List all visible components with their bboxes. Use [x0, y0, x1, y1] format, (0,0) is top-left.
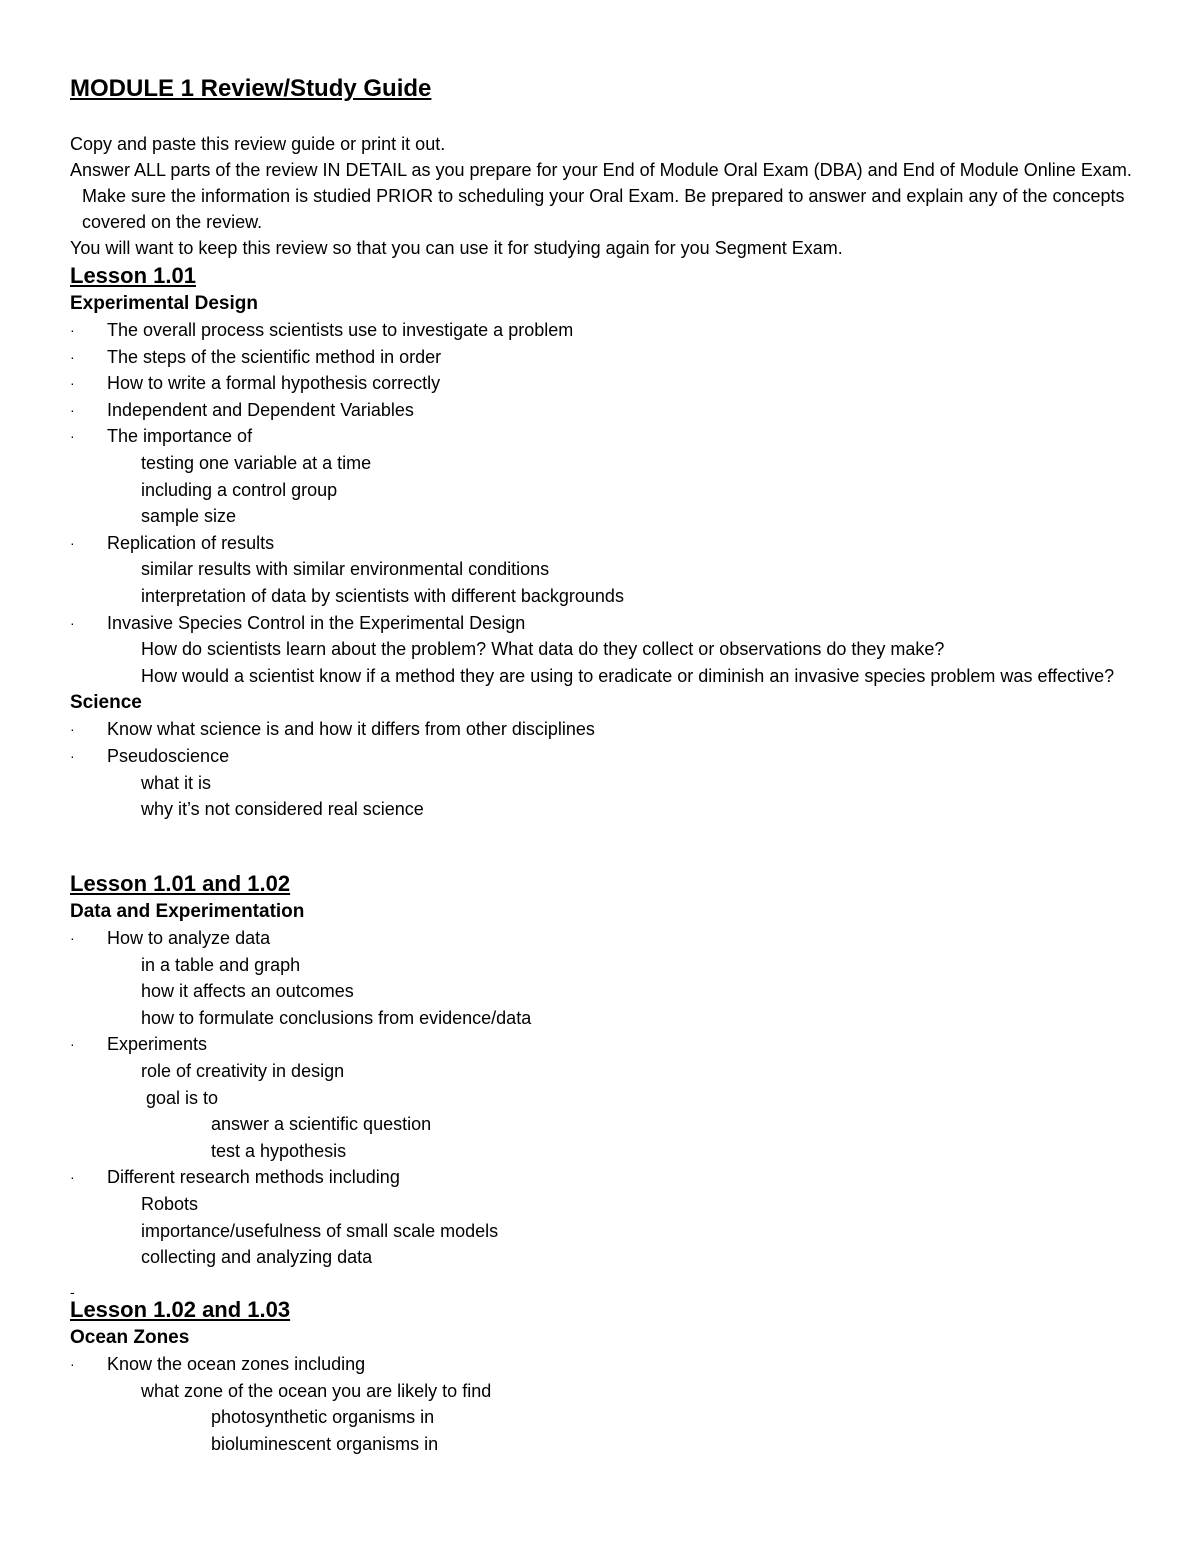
- sub-list-item: goal is to: [141, 1087, 219, 1108]
- sub-list-item: including a control group: [141, 479, 338, 500]
- bullet-icon: ·: [70, 614, 75, 631]
- intro-block: [70, 131, 1150, 261]
- bullet-icon: ·: [70, 401, 75, 418]
- sub-list-item: sample size: [141, 506, 237, 527]
- sub-list-item: How would a scientist know if a method they are using to eradicate or diminish an invasive species problem was effective?: [141, 665, 1115, 686]
- list-item: · How to write a formal hypothesis correctly: [70, 370, 1160, 397]
- section-lesson-1-01-and-1-02: [70, 870, 1160, 1271]
- sub-list-item: in a table and graph: [141, 954, 301, 975]
- lesson-heading: Lesson 1.02 and 1.03: [70, 1297, 291, 1322]
- sub-sub-list-item: photosynthetic organisms in: [211, 1407, 435, 1428]
- subheading: Science: [70, 692, 142, 714]
- list-item: · Pseudoscience: [70, 743, 1160, 770]
- sub-list-item: Robots: [141, 1193, 199, 1214]
- lesson-heading: Lesson 1.01: [70, 263, 196, 288]
- bullet-icon: ·: [70, 930, 75, 946]
- bullet-icon: ·: [70, 534, 75, 551]
- bullet-icon: ·: [70, 721, 75, 738]
- list-item: · Experiments: [70, 1031, 1160, 1058]
- bullet-icon: ·: [70, 1169, 75, 1186]
- list-item: · Replication of results: [70, 530, 1160, 557]
- sub-list-item: interpretation of data by scientists with different backgrounds: [141, 585, 624, 606]
- intro-paragraph: Answer ALL parts of the review IN DETAIL as you prepare for your End of Module Oral Exam (DBA) and End of Module Online Exam. Make sure the information is studied PRIOR to scheduling your Oral Exam. Be prepared to answer and explain any of the concepts covered on the review.: [70, 160, 1132, 232]
- bullet-icon: ·: [70, 348, 75, 365]
- list-item: · Know the ocean zones including: [70, 1351, 1160, 1378]
- bullet-icon: ·: [70, 428, 75, 445]
- sub-list-item: collecting and analyzing data: [141, 1247, 373, 1268]
- bullet-icon: ·: [70, 1356, 75, 1372]
- section-lesson-1-02-and-1-03: [70, 1296, 1160, 1457]
- list-item: · Invasive Species Control in the Experimental Design: [70, 610, 1160, 637]
- sub-list-item: similar results with similar environmental conditions: [141, 559, 550, 580]
- subheading: Ocean Zones: [70, 1327, 190, 1348]
- lesson-heading: Lesson 1.01 and 1.02: [70, 871, 291, 896]
- sub-list-item: what it is: [141, 772, 212, 793]
- sub-list-item: how it affects an outcomes: [141, 981, 354, 1002]
- list-item: · How to analyze data: [70, 925, 1160, 952]
- sub-sub-list-item: bioluminescent organisms in: [211, 1433, 439, 1454]
- sub-list-item: How do scientists learn about the problem? What data do they collect or observations do they make?: [141, 639, 945, 660]
- separator-mark: -: [70, 1284, 75, 1300]
- list-item: · Independent and Dependent Variables: [70, 397, 1160, 424]
- intro-line: Copy and paste this review guide or print it out.: [70, 134, 446, 154]
- intro-line: You will want to keep this review so that you can use it for studying again for you Segment Exam.: [70, 238, 843, 258]
- bullet-icon: ·: [70, 322, 75, 338]
- section-lesson-1-01: [70, 262, 1160, 823]
- bullet-icon: ·: [70, 1036, 75, 1053]
- list-item: · Different research methods including: [70, 1164, 1160, 1191]
- sub-list-item: testing one variable at a time: [141, 452, 372, 473]
- sub-sub-list-item: answer a scientific question: [211, 1114, 432, 1135]
- sub-list-item: importance/usefulness of small scale models: [141, 1220, 499, 1241]
- sub-sub-list-item: test a hypothesis: [211, 1140, 347, 1161]
- sub-list-item: role of creativity in design: [141, 1060, 345, 1081]
- list-item: · Know what science is and how it differs from other disciplines: [70, 716, 1160, 743]
- sub-list-item: why it’s not considered real science: [141, 799, 424, 820]
- sub-list-item: what zone of the ocean you are likely to find: [141, 1380, 492, 1401]
- bullet-icon: ·: [70, 747, 75, 764]
- list-item: · The steps of the scientific method in order: [70, 344, 1160, 371]
- sub-list-item: how to formulate conclusions from evidence/data: [141, 1007, 532, 1028]
- subheading: Data and Experimentation: [70, 901, 305, 922]
- subheading: Experimental Design: [70, 293, 258, 314]
- bullet-icon: ·: [70, 375, 75, 392]
- list-item: · The importance of: [70, 423, 1160, 450]
- page-title: MODULE 1 Review/Study Guide: [70, 75, 432, 102]
- list-item: · The overall process scientists use to investigate a problem: [70, 317, 1160, 344]
